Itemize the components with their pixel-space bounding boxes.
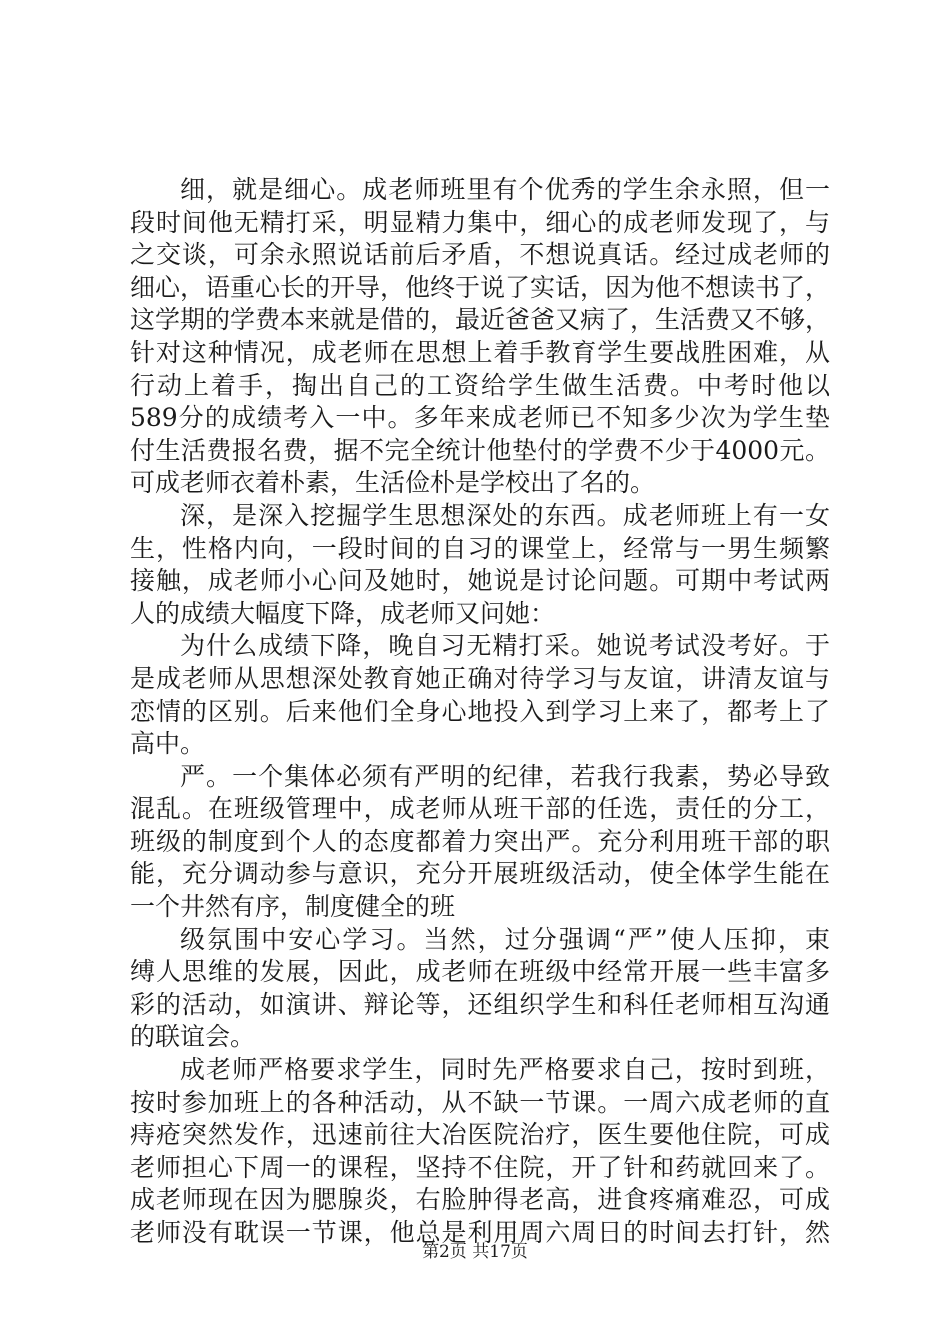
text-line: 人的成绩大幅度下降，成老师又问她： [130, 598, 556, 628]
text-line: 恋情的区别。后来他们全身心地投入到学习上来了，都考上了 [130, 696, 830, 726]
text-line: 的联谊会。 [130, 1022, 256, 1052]
text-line: 高中。 [130, 729, 206, 759]
text-line: 付生活费报名费，据不完全统计他垫付的学费不少于4000元。 [130, 435, 830, 465]
text-line: 针对这种情况，成老师在思想上着手教育学生要战胜困难，从 [130, 337, 830, 367]
text-line: 严。一个集体必须有严明的纪律，若我行我素，势必导致 [180, 761, 830, 791]
text-line: 细心，语重心长的开导，他终于说了实话，因为他不想读书了， [130, 272, 830, 302]
text-line: 段时间他无精打采，明显精力集中，细心的成老师发现了，与 [130, 207, 830, 237]
text-line: 为什么成绩下降，晚自习无精打采。她说考试没考好。于 [180, 631, 830, 661]
text-line: 589分的成绩考入一中。多年来成老师已不知多少次为学生垫 [130, 403, 830, 433]
text-line: 之交谈，可余永照说话前后矛盾，不想说真话。经过成老师的 [130, 240, 830, 270]
text-line: 细，就是细心。成老师班里有个优秀的学生余永照，但一 [180, 175, 830, 204]
text-line: 是成老师从思想深处教育她正确对待学习与友谊，讲清友谊与 [130, 663, 830, 693]
text-line: 能，充分调动参与意识，充分开展班级活动，使全体学生能在 [130, 859, 830, 889]
text-line: 成老师现在因为腮腺炎，右脸肿得老高，进食疼痛难忍，可成 [130, 1185, 830, 1215]
text-line: 缚人思维的发展，因此，成老师在班级中经常开展一些丰富多 [130, 957, 830, 987]
text-line: 混乱。在班级管理中，成老师从班干部的任选，责任的分工， [130, 794, 830, 824]
text-line: 彩的活动，如演讲、辩论等，还组织学生和科任老师相互沟通 [130, 989, 830, 1019]
text-line: 一个井然有序，制度健全的班 [130, 892, 456, 922]
text-line: 成老师严格要求学生，同时先严格要求自己，按时到班， [180, 1055, 830, 1085]
text-line: 老师担心下周一的课程，坚持不住院，开了针和药就回来了。 [130, 1152, 830, 1182]
body-text [130, 174, 830, 1250]
text-line: 痔疮突然发作，迅速前往大冶医院治疗，医生要他住院，可成 [130, 1120, 830, 1150]
text-line: 按时参加班上的各种活动，从不缺一节课。一周六成老师的直 [130, 1087, 830, 1117]
text-line: 生，性格内向，一段时间的自习的课堂上，经常与一男生频繁 [130, 533, 830, 563]
text-line: 班级的制度到个人的态度都着力突出严。充分利用班干部的职 [130, 826, 830, 856]
text-line: 行动上着手，掏出自己的工资给学生做生活费。中考时他以 [130, 370, 830, 400]
page-footer: 第2页 共17页 [422, 1242, 528, 1262]
text-line: 可成老师衣着朴素，生活俭朴是学校出了名的。 [130, 468, 656, 498]
text-line: 老师没有耽误一节课，他总是利用周六周日的时间去打针，然 [130, 1218, 830, 1247]
text-line: 级氛围中安心学习。当然，过分强调“严”使人压抑，束 [180, 924, 830, 954]
text-line: 深，是深入挖掘学生思想深处的东西。成老师班上有一女 [180, 500, 830, 530]
text-line: 这学期的学费本来就是借的，最近爸爸又病了，生活费又不够， [130, 305, 830, 335]
text-line: 接触，成老师小心问及她时，她说是讨论问题。可期中考试两 [130, 566, 830, 596]
